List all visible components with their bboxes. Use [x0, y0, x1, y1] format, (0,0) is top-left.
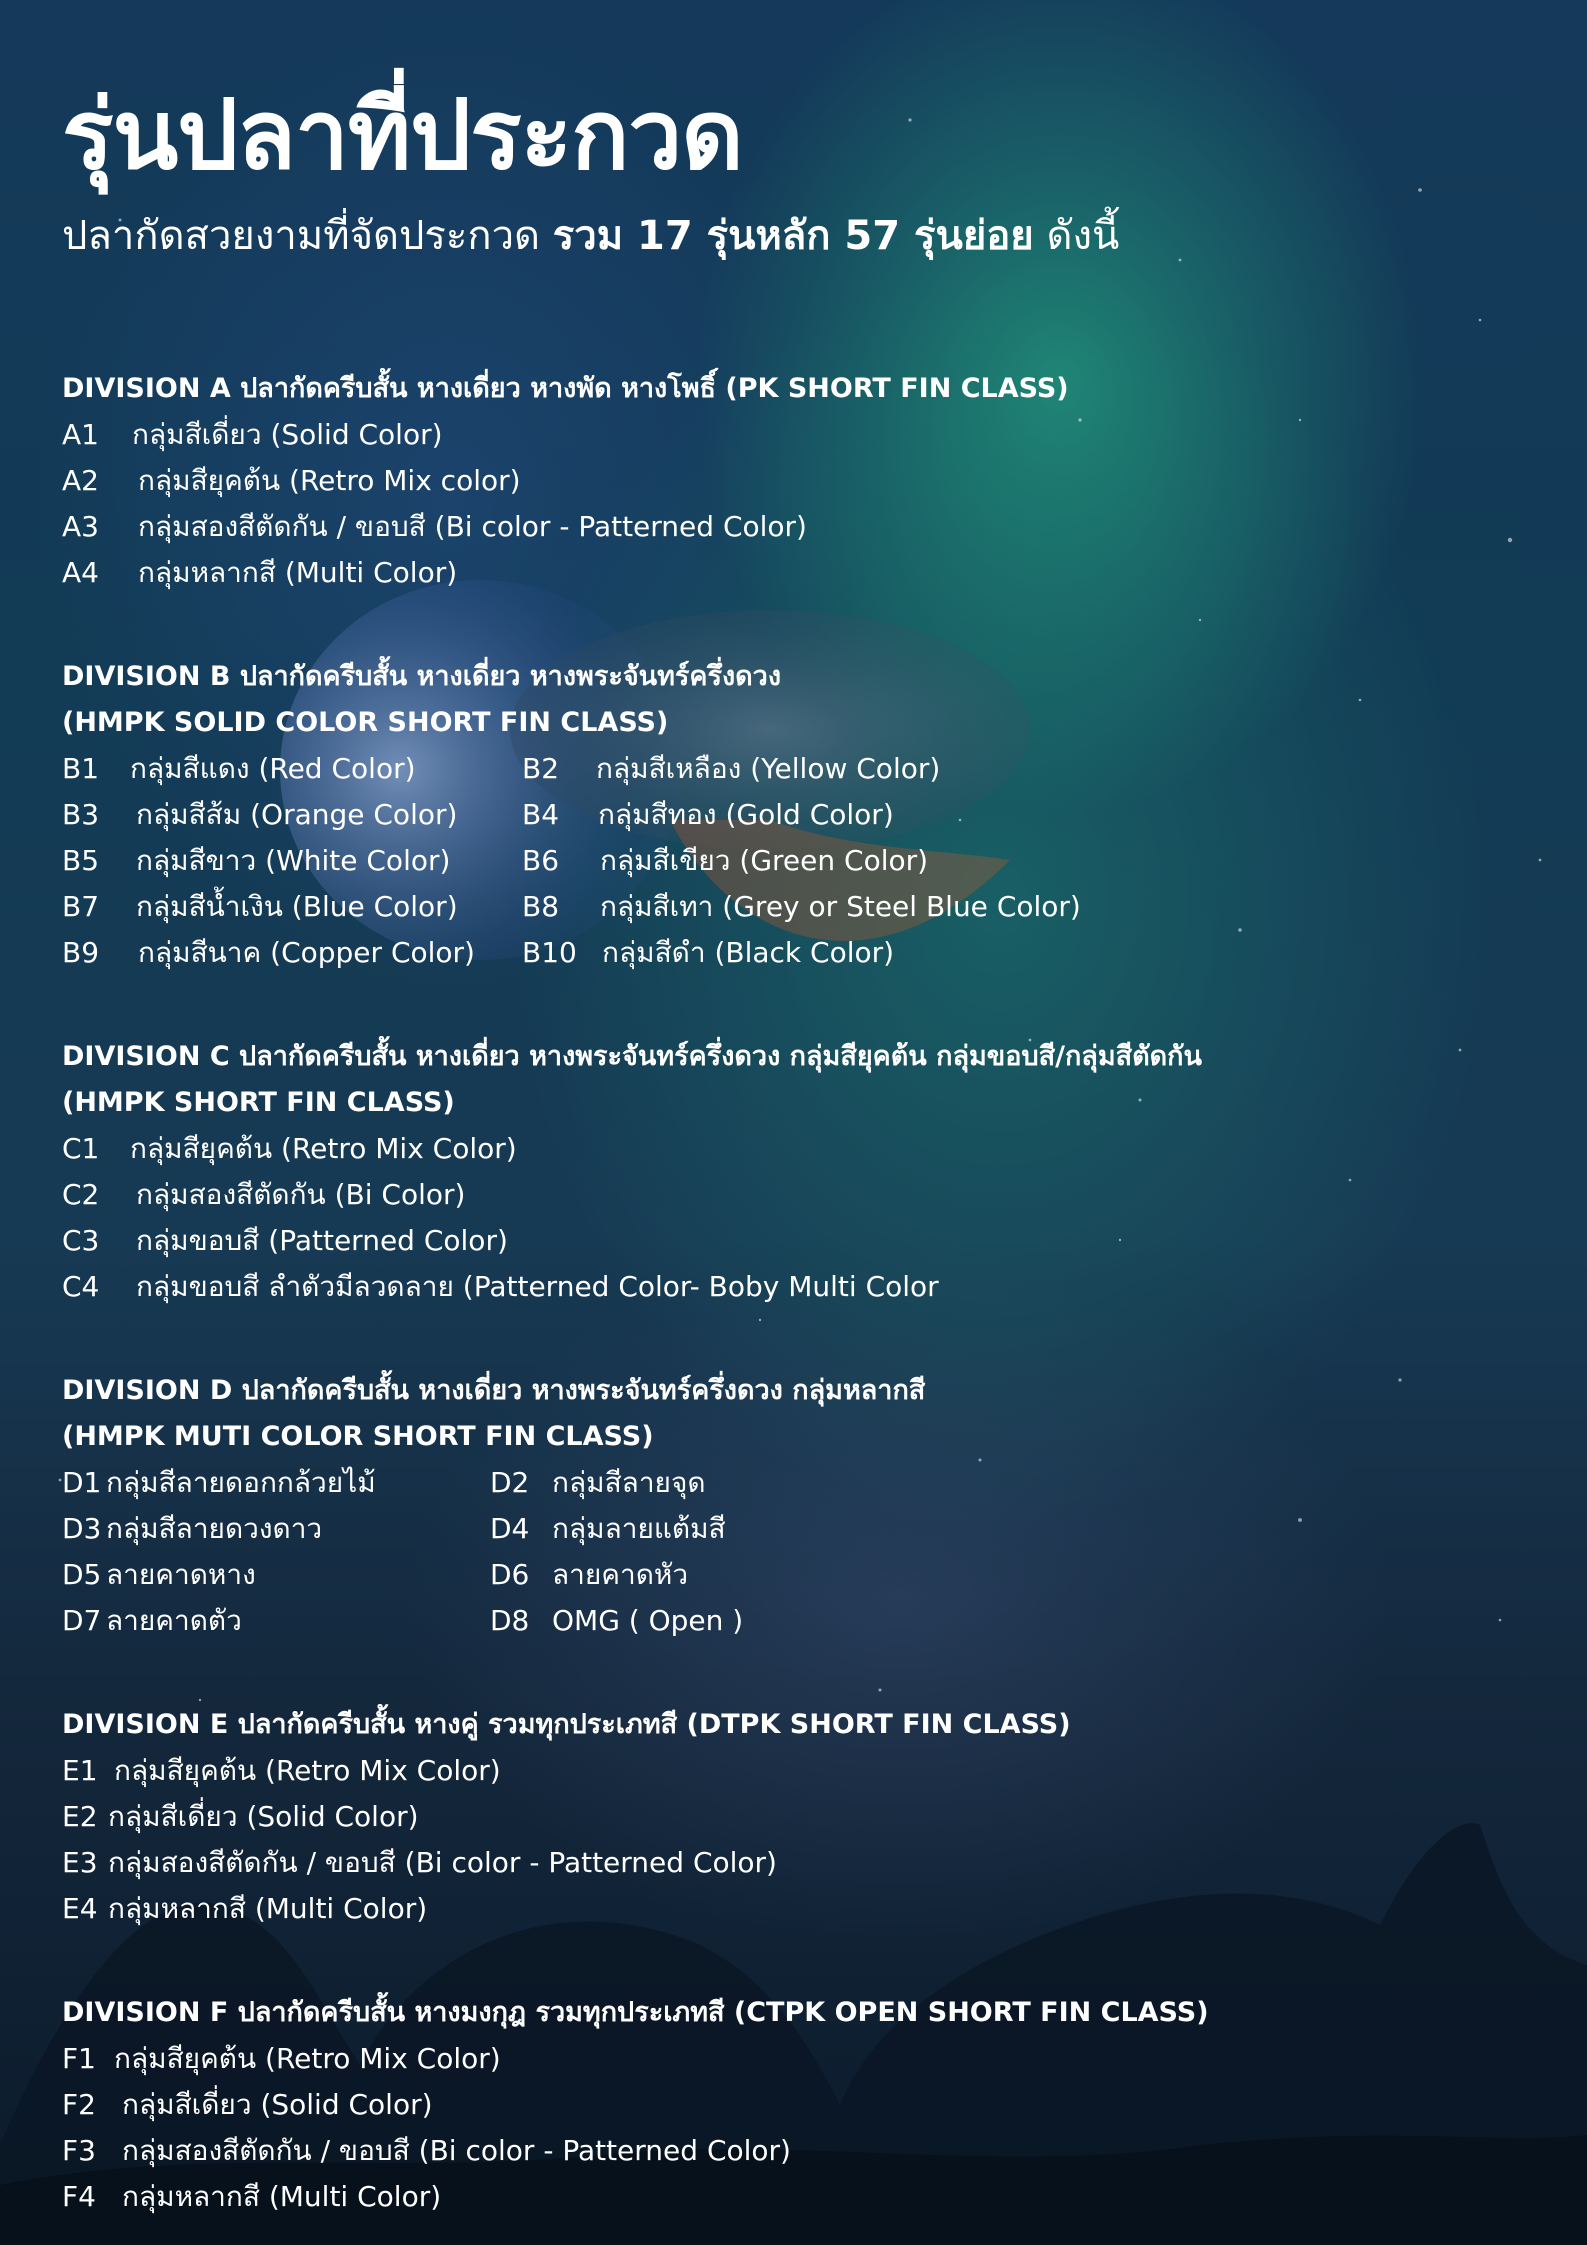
list-item [490, 1598, 1190, 1644]
item-label: กลุ่มสีเทา (Grey or Steel Blue Color) [600, 890, 1081, 923]
division-heading: DIVISION F ปลากัดครีบสั้น หางมงกุฎ รวมทุกประเภทสี (CTPK OPEN SHORT FIN CLASS) [62, 1997, 1209, 2028]
item-label: กลุ่มหลากสี (Multi Color) [138, 556, 458, 589]
item-code: A3 [62, 510, 99, 543]
item-label: กลุ่มสองสีตัดกัน / ขอบสี (Bi color - Patterned Color) [108, 1846, 777, 1879]
item-label: กลุ่มสีเดี่ยว (Solid Color) [122, 2088, 433, 2121]
item-label: กลุ่มสีน้ำเงิน (Blue Color) [136, 890, 458, 923]
list-item [62, 1172, 1542, 1218]
item-code: C3 [62, 1224, 100, 1257]
item-code: F2 [62, 2088, 96, 2121]
division-a [62, 366, 1542, 596]
subtitle-total: รวม 17 รุ่นหลัก 57 รุ่นย่อย [552, 213, 1034, 259]
item-code: B4 [522, 798, 560, 831]
list-item [490, 1460, 1190, 1506]
item-label: กลุ่มสองสีตัดกัน (Bi Color) [136, 1178, 466, 1211]
item-label: กลุ่มสีทอง (Gold Color) [598, 798, 894, 831]
item-code: B7 [62, 890, 100, 923]
item-label: กลุ่มขอบสี (Patterned Color) [136, 1224, 508, 1257]
list-item [62, 884, 522, 930]
item-code: C4 [62, 1270, 100, 1303]
list-item [522, 838, 1282, 884]
division-heading: DIVISION D ปลากัดครีบสั้น หางเดี่ยว หางพระจันทร์ครึ่งดวง กลุ่มหลากสี [62, 1375, 926, 1406]
item-label: กลุ่มลายแต้มสี [552, 1512, 726, 1545]
item-label: กลุ่มสีลายดอกกล้วยไม้ [106, 1466, 376, 1499]
subtitle-post: ดังนี้ [1046, 213, 1120, 259]
division-e [62, 1702, 1542, 1932]
list-item [62, 1460, 490, 1506]
list-item [522, 792, 1282, 838]
item-code: B6 [522, 844, 560, 877]
item-code: F3 [62, 2134, 96, 2167]
division-heading: DIVISION B ปลากัดครีบสั้น หางเดี่ยว หางพระจันทร์ครึ่งดวง [62, 661, 782, 692]
item-label: กลุ่มหลากสี (Multi Color) [108, 1892, 428, 1925]
item-label: กลุ่มสีลายดวงดาว [106, 1512, 323, 1545]
item-code: B5 [62, 844, 100, 877]
item-code: B3 [62, 798, 100, 831]
list-item [62, 550, 1542, 596]
list-item [62, 1506, 490, 1552]
item-label: กลุ่มสีเขียว (Green Color) [600, 844, 929, 877]
list-item [62, 2082, 1542, 2128]
page-title: รุ่นปลาที่ประกวด [62, 79, 743, 191]
item-code: F4 [62, 2180, 96, 2213]
list-item [62, 412, 1542, 458]
item-code: E1 [62, 1754, 98, 1787]
item-code: E2 [62, 1800, 98, 1833]
list-item [62, 458, 1542, 504]
list-item [522, 746, 1282, 792]
list-item [62, 1264, 1542, 1310]
item-label: กลุ่มสีเหลือง (Yellow Color) [596, 752, 941, 785]
item-code: D3 [62, 1512, 102, 1545]
item-code: D1 [62, 1466, 102, 1499]
list-item [62, 1598, 490, 1644]
item-label: OMG ( Open ) [552, 1604, 744, 1637]
item-code: A2 [62, 464, 99, 497]
list-item [62, 930, 522, 976]
item-label: กลุ่มสีเดี่ยว (Solid Color) [132, 418, 443, 451]
item-code: B8 [522, 890, 560, 923]
list-item [62, 746, 522, 792]
item-code: E3 [62, 1846, 98, 1879]
item-label: กลุ่มสีดำ (Black Color) [602, 936, 895, 969]
item-label: กลุ่มสีเดี่ยว (Solid Color) [108, 1800, 419, 1833]
item-label: กลุ่มสองสีตัดกัน / ขอบสี (Bi color - Patterned Color) [122, 2134, 791, 2167]
item-code: D5 [62, 1558, 102, 1591]
item-code: E4 [62, 1892, 98, 1925]
division-b [62, 654, 1542, 976]
item-label: กลุ่มสีลายจุด [552, 1466, 706, 1499]
item-label: กลุ่มขอบสี ลำตัวมีลวดลาย (Patterned Color- Boby Multi Color [136, 1270, 939, 1303]
item-code: F1 [62, 2042, 96, 2075]
content-area [62, 70, 1542, 2220]
item-label: กลุ่มสียุคต้น (Retro Mix Color) [114, 2042, 501, 2075]
division-heading: DIVISION A ปลากัดครีบสั้น หางเดี่ยว หางพัด หางโพธิ์ (PK SHORT FIN CLASS) [62, 373, 1069, 404]
list-item [62, 1748, 1542, 1794]
list-item [490, 1506, 1190, 1552]
division-d [62, 1368, 1542, 1644]
item-code: D6 [490, 1558, 530, 1591]
item-label: ลายคาดตัว [106, 1604, 242, 1637]
subtitle-pre: ปลากัดสวยงามที่จัดประกวด [62, 213, 541, 259]
item-label: กลุ่มสียุคต้น (Retro Mix Color) [130, 1132, 517, 1165]
item-code: B9 [62, 936, 100, 969]
division-heading: DIVISION C ปลากัดครีบสั้น หางเดี่ยว หางพระจันทร์ครึ่งดวง กลุ่มสียุคต้น กลุ่มขอบสี/กลุ่มสีตัดกัน [62, 1041, 1202, 1072]
item-label: กลุ่มสีนาค (Copper Color) [138, 936, 475, 969]
list-item [62, 2036, 1542, 2082]
item-code: D2 [490, 1466, 530, 1499]
list-item [62, 1794, 1542, 1840]
division-subheading: (HMPK SOLID COLOR SHORT FIN CLASS) [62, 707, 669, 738]
item-label: กลุ่มสีแดง (Red Color) [130, 752, 416, 785]
list-item [62, 2174, 1542, 2220]
list-item [62, 1840, 1542, 1886]
item-code: D4 [490, 1512, 530, 1545]
item-label: กลุ่มสองสีตัดกัน / ขอบสี (Bi color - Patterned Color) [138, 510, 807, 543]
item-code: A1 [62, 418, 99, 451]
list-item [62, 1218, 1542, 1264]
list-item [62, 2128, 1542, 2174]
item-label: กลุ่มสีขาว (White Color) [136, 844, 451, 877]
list-item [62, 792, 522, 838]
division-heading: DIVISION E ปลากัดครีบสั้น หางคู่ รวมทุกประเภทสี (DTPK SHORT FIN CLASS) [62, 1709, 1071, 1740]
item-code: B1 [62, 752, 100, 785]
item-code: C2 [62, 1178, 100, 1211]
item-label: กลุ่มหลากสี (Multi Color) [122, 2180, 442, 2213]
item-code: B2 [522, 752, 560, 785]
list-item [522, 884, 1282, 930]
list-item [522, 930, 1282, 976]
item-code: D8 [490, 1604, 530, 1637]
list-item [62, 504, 1542, 550]
item-code: B10 [522, 936, 577, 969]
item-code: A4 [62, 556, 99, 589]
item-code: D7 [62, 1604, 102, 1637]
list-item [490, 1552, 1190, 1598]
item-label: กลุ่มสียุคต้น (Retro Mix color) [138, 464, 521, 497]
division-c [62, 1034, 1542, 1310]
item-label: ลายคาดหัว [552, 1558, 689, 1591]
item-code: C1 [62, 1132, 100, 1165]
item-label: กลุ่มสีส้ม (Orange Color) [136, 798, 458, 831]
list-item [62, 1552, 490, 1598]
page-subtitle [62, 206, 1542, 266]
list-item [62, 1126, 1542, 1172]
division-subheading: (HMPK MUTI COLOR SHORT FIN CLASS) [62, 1421, 654, 1452]
list-item [62, 1886, 1542, 1932]
list-item [62, 838, 522, 884]
division-subheading: (HMPK SHORT FIN CLASS) [62, 1087, 455, 1118]
item-label: ลายคาดหาง [106, 1558, 256, 1591]
item-label: กลุ่มสียุคต้น (Retro Mix Color) [114, 1754, 501, 1787]
division-f [62, 1990, 1542, 2220]
